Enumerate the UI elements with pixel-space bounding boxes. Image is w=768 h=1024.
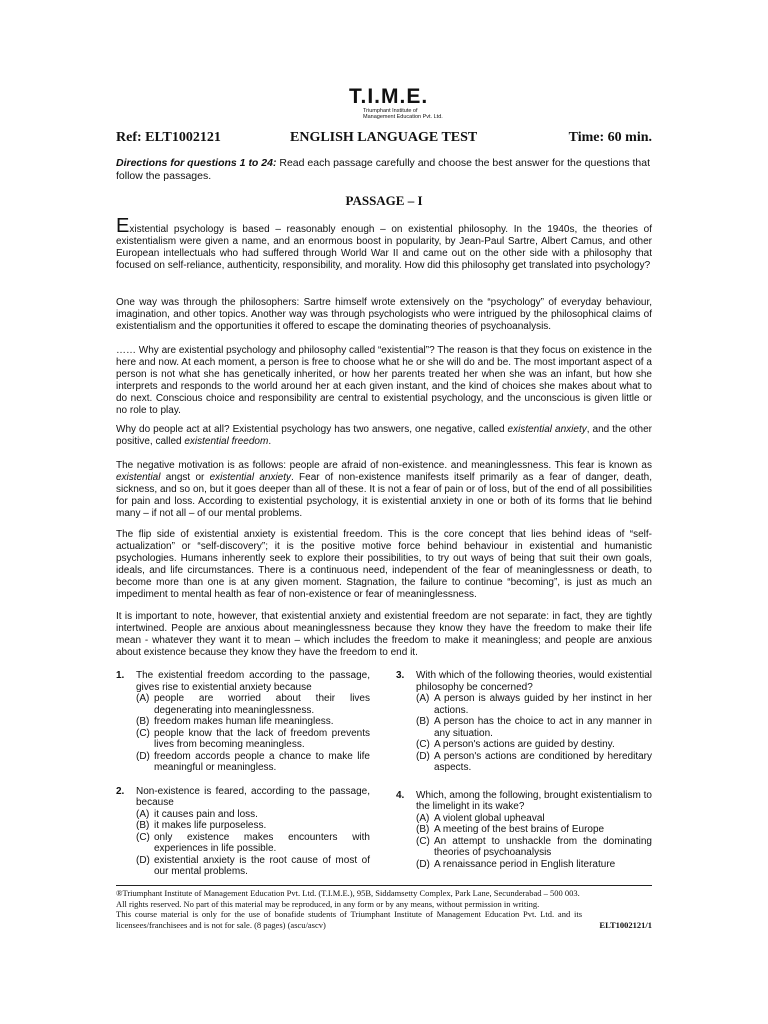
option-a[interactable] bbox=[136, 809, 370, 821]
option-text: freedom accords people a chance to make life meaningful or meaningless. bbox=[154, 750, 370, 773]
option-d[interactable] bbox=[416, 751, 652, 774]
logo-subtitle-2: Management Education Pvt. Ltd. bbox=[363, 114, 443, 120]
option-b[interactable] bbox=[136, 820, 370, 832]
option-b[interactable] bbox=[136, 716, 370, 728]
passage-heading: PASSAGE – I bbox=[345, 193, 423, 208]
option-c[interactable] bbox=[416, 836, 652, 859]
term-existential-anxiety: existential anxiety bbox=[507, 424, 587, 435]
option-letter: (B) bbox=[416, 824, 430, 835]
directions bbox=[116, 157, 652, 182]
option-c[interactable] bbox=[136, 832, 370, 855]
paragraph-3: …… Why are existential psychology and philosophy called “existential”? The reason is that they focus on existence in the here and now. At each moment, a person is free to choose what he or she will do and be. The most important aspect of a person is not what she has genetically inherited, or how her parents treated her when she was an infant, but how she interprets and responds to the world around her at each given instant, and the kind of choices she makes about what to do next. Conscious choice and responsibility are central to existential psychology, and the unconscious is given little or no role to play. bbox=[116, 345, 652, 416]
option-c[interactable] bbox=[416, 739, 652, 751]
option-text: people know that the lack of freedom prevents lives from becoming meaningless. bbox=[154, 727, 370, 750]
test-duration: Time: 60 min. bbox=[568, 130, 652, 145]
paragraph-5-text-c: . Fear of non-existence manifests itself primarily as a fear of danger, death, sickness, and so on, but it goes deeper than all of these. It is not a fear of pain or of loss, but of the end of all possibilities for pain and loss. According to existential psychology, it is existential anxiety in one or both of its forms that lie behind many – if not all – of our mental problems. bbox=[116, 472, 652, 519]
option-text: only existence makes encounters with experiences in life possible. bbox=[154, 831, 370, 854]
term-existential: existential bbox=[116, 472, 161, 483]
option-letter: (B) bbox=[136, 716, 150, 727]
paragraph-4-text-b: , and the other positive, called bbox=[116, 424, 652, 447]
question-number: 1. bbox=[116, 670, 125, 681]
question-text: Which, among the following, brought existentialism to the limelight in its wake? bbox=[416, 789, 652, 812]
paragraph-7: It is important to note, however, that existential anxiety and existential freedom are not separate: in fact, they are tightly intertwined. People are anxious about meaninglessness because they know they have the freedom to make their life mean - whatever they want it to mean – which includes the freedom to make it meaningless; and people are anxious about existence because they know they have the freedom to end it. bbox=[116, 611, 652, 658]
option-letter: (B) bbox=[136, 820, 150, 831]
footer bbox=[116, 888, 652, 930]
paragraph-5-text-b: angst or bbox=[160, 472, 210, 483]
option-text: A person's actions are guided by destiny. bbox=[434, 739, 615, 750]
footer-usage: This course material is only for the use of bonafide students of Triumphant Institute of Management Education Pvt. Ltd. and its licensees/franchisees and is not for sale. (8 pages) (ascu/ascv) bbox=[116, 909, 582, 930]
question-4 bbox=[396, 790, 652, 871]
test-title: ENGLISH LANGUAGE TEST bbox=[290, 130, 478, 145]
paragraph-2: One way was through the philosophers: Sartre himself wrote extensively on the “psychology” of everyday behaviour, imagination, and other topics. Another way was through psychologists who were intrigued by the philosophical claims of existentialism and the opportunities it offered to escape the dominating theories of psychoanalysis. bbox=[116, 297, 652, 332]
term-existential-anxiety-2: existential anxiety bbox=[209, 472, 291, 483]
option-d[interactable] bbox=[136, 855, 370, 878]
paragraph-5-text-a: The negative motivation is as follows: people are afraid of non-existence. and meaninglessness. This fear is known as bbox=[116, 460, 652, 471]
paragraph-6: The flip side of existential anxiety is existential freedom. This is the core concept that lies behind ideas of “self-actualization” or “self-discovery”; it is the positive motive force behind behaviour in existential and humanistic psychologies. Humans inherently seek to explore their possibilities, to try out ways of being that suit their own goals, ideals, and life circumstances. There is a continuous need, independent of the fear of meaninglessness or death, to become more than one is at any given moment. Stagnation, the failure to continue “becoming”, is just as much an impediment to mental health as fear of non-existence or fear of meaninglessness. bbox=[116, 529, 652, 600]
option-a[interactable] bbox=[136, 693, 370, 716]
question-text: Non-existence is feared, according to the passage, because bbox=[136, 785, 370, 808]
option-letter: (D) bbox=[416, 858, 430, 870]
paragraph-4-text-c: . bbox=[268, 436, 272, 447]
option-letter: (D) bbox=[136, 854, 150, 866]
option-letter: (D) bbox=[416, 750, 430, 762]
option-d[interactable] bbox=[136, 751, 370, 774]
logo-mark: T.I.M.E. bbox=[349, 85, 429, 108]
questions-left-column bbox=[116, 670, 370, 890]
question-number: 4. bbox=[396, 789, 405, 801]
option-text: A person's actions are conditioned by hereditary aspects. bbox=[434, 750, 652, 773]
option-b[interactable] bbox=[416, 824, 652, 836]
term-existential-freedom: existential freedom bbox=[184, 436, 269, 447]
question-text: The existential freedom according to the passage, gives rise to existential anxiety because bbox=[136, 670, 370, 693]
question-3 bbox=[396, 670, 652, 774]
option-letter: (C) bbox=[136, 831, 150, 843]
paragraph-1 bbox=[116, 215, 652, 272]
option-a[interactable] bbox=[416, 693, 652, 716]
question-text: With which of the following theories, would existential philosophy be concerned? bbox=[416, 670, 652, 693]
footer-divider bbox=[116, 885, 652, 886]
test-reference: Ref: ELT1002121 bbox=[116, 130, 221, 145]
paragraph-5 bbox=[116, 460, 652, 520]
option-text: existential anxiety is the root cause of most of our mental problems. bbox=[154, 854, 370, 877]
option-a[interactable] bbox=[416, 813, 652, 825]
option-d[interactable] bbox=[416, 859, 652, 871]
option-letter: (C) bbox=[416, 835, 430, 847]
question-2 bbox=[116, 786, 370, 878]
question-number: 3. bbox=[396, 670, 405, 681]
question-number: 2. bbox=[116, 785, 125, 797]
option-text: A meeting of the best brains of Europe bbox=[434, 824, 605, 835]
option-letter: (A) bbox=[416, 693, 430, 704]
option-b[interactable] bbox=[416, 716, 652, 739]
option-text: it causes pain and loss. bbox=[154, 808, 258, 820]
time-logo bbox=[349, 86, 469, 120]
option-text: A person is always guided by her instinct in her actions. bbox=[434, 693, 652, 716]
option-text: A violent global upheaval bbox=[434, 812, 545, 824]
option-letter: (B) bbox=[416, 716, 430, 727]
directions-label: Directions for questions 1 to 24: bbox=[116, 157, 277, 169]
paragraph-4-text-a: Why do people act at all? Existential psychology has two answers, one negative, called bbox=[116, 424, 508, 435]
option-text: people are worried about their lives degenerating into meaninglessness. bbox=[154, 693, 370, 716]
drop-cap: E bbox=[116, 215, 130, 237]
option-letter: (A) bbox=[416, 812, 430, 824]
paragraph-1-text: xistential psychology is based – reasonably enough – on existential philosophy. In the 1940s, the theories of existentialism were given a name, and an enormous boost in popularity, by Jean-Paul Sartre, Albert Camus, and other European intellectuals who had suffered through World War II and came out on the other side with a philosophy that focused on self-reliance, authenticity, responsibility, and morality. How did this philosophy get translated into psychology? bbox=[116, 224, 652, 271]
directions-text: Read each passage carefully and choose the best answer for the questions that follow the passages. bbox=[116, 157, 651, 182]
option-letter: (D) bbox=[136, 750, 150, 762]
option-text: it makes life purposeless. bbox=[154, 820, 267, 831]
option-text: An attempt to unshackle from the dominating theories of psychoanalysis bbox=[434, 835, 652, 858]
option-letter: (A) bbox=[136, 693, 150, 704]
page-code: ELT1002121/1 bbox=[599, 919, 652, 930]
logo-subtitle-1: Triumphant Institute of bbox=[363, 108, 418, 114]
option-text: freedom makes human life meaningless. bbox=[154, 716, 334, 727]
option-letter: (A) bbox=[136, 808, 150, 820]
footer-copyright: ®Triumphant Institute of Management Education Pvt. Ltd. (T.I.M.E.), 95B, Siddamsetty Complex, Park Lane, Secunderabad – 500 003. bbox=[116, 888, 580, 898]
option-text: A person has the choice to act in any manner in any situation. bbox=[434, 716, 652, 739]
footer-rights: All rights reserved. No part of this material may be reproduced, in any form or by any means, without permission in writing. bbox=[116, 898, 540, 909]
option-letter: (C) bbox=[136, 727, 150, 739]
paragraph-4 bbox=[116, 424, 652, 448]
option-text: A renaissance period in English literature bbox=[434, 858, 616, 870]
option-letter: (C) bbox=[416, 739, 430, 750]
option-c[interactable] bbox=[136, 728, 370, 751]
question-1 bbox=[116, 670, 370, 774]
questions-right-column bbox=[396, 670, 652, 882]
